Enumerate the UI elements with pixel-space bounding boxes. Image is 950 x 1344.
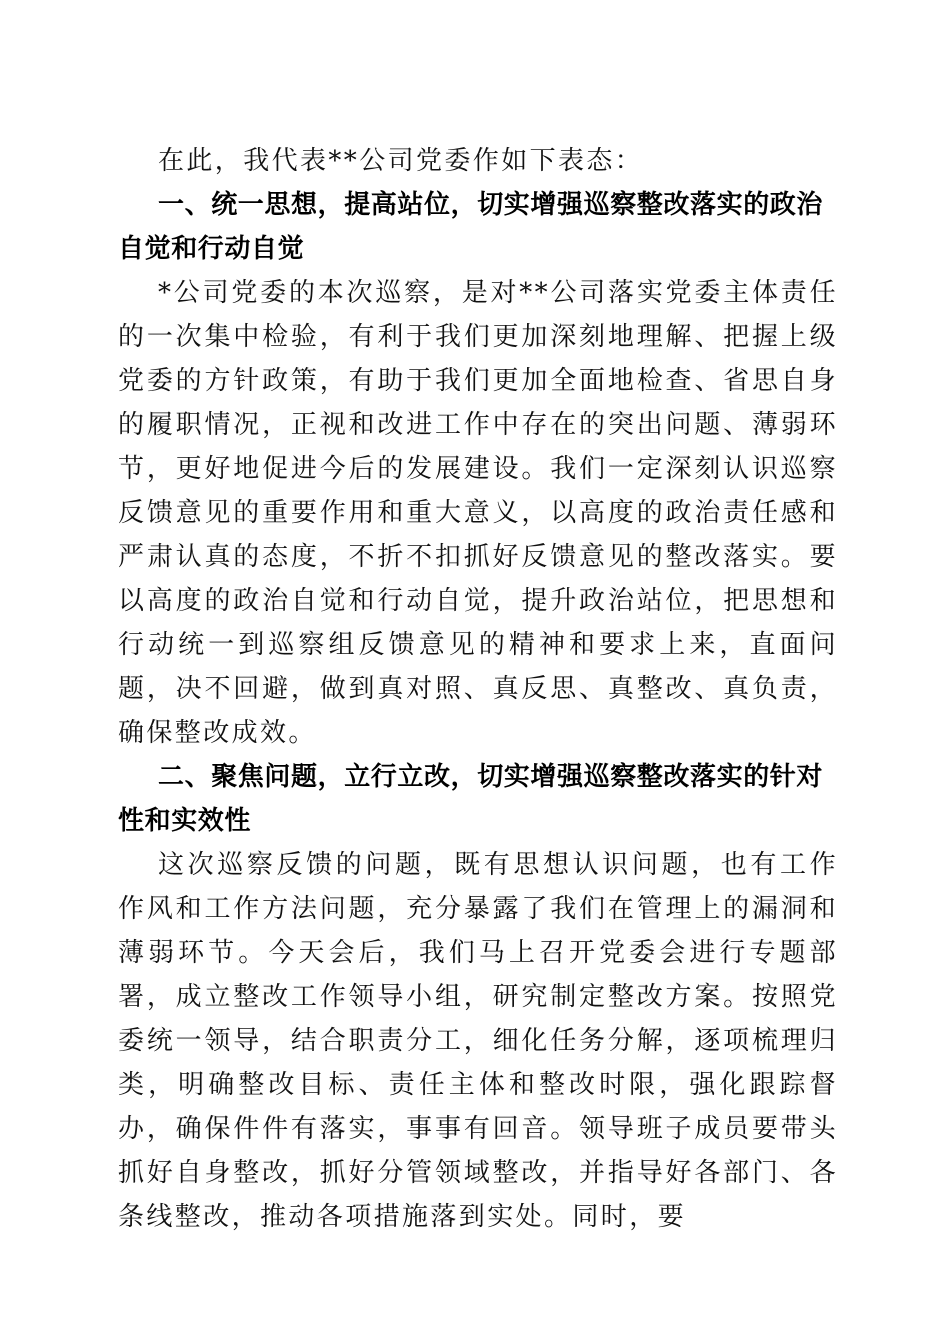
section-2-heading: 二、聚焦问题，立行立改，切实增强巡察整改落实的针对性和实效性 (118, 762, 824, 836)
section-2-body: 这次巡察反馈的问题，既有思想认识问题，也有工作作风和工作方法问题，充分暴露了我们在管理上的漏洞和薄弱环节。今天会后，我们马上召开党委会进行专题部署，成立整改工作领导小组，研究制定整改方案。按照党委统一领导，结合职责分工，细化任务分解，逐项梳理归类，明确整改目标、责任主体和整改时限，强化跟踪督办，确保件件有落实，事事有回音。领导班子成员要带头抓好自身整改，抓好分管领域整改，并指导好各部门、各条线整改，推动各项措施落到实处。同时，要 (118, 850, 838, 1232)
intro-paragraph: 在此，我代表**公司党委作如下表态： (158, 146, 644, 176)
section-1-heading: 一、统一思想，提高站位，切实增强巡察整改落实的政治自觉和行动自觉 (118, 190, 824, 264)
section-1-body: *公司党委的本次巡察，是对**公司落实党委主体责任的一次集中检验，有利于我们更加深刻地理解、把握上级党委的方针政策，有助于我们更加全面地检查、省思自身的履职情况，正视和改进工作中存在的突出问题、薄弱环节，更好地促进今后的发展建设。我们一定深刻认识巡察反馈意见的重要作用和重大意义，以高度的政治责任感和严肃认真的态度，不折不扣抓好反馈意见的整改落实。要以高度的政治自觉和行动自觉，提升政治站位，把思想和行动统一到巡察组反馈意见的精神和要求上来，直面问题，决不回避，做到真对照、真反思、真整改、真负责，确保整改成效。 (118, 278, 838, 748)
document-page (118, 139, 838, 1239)
